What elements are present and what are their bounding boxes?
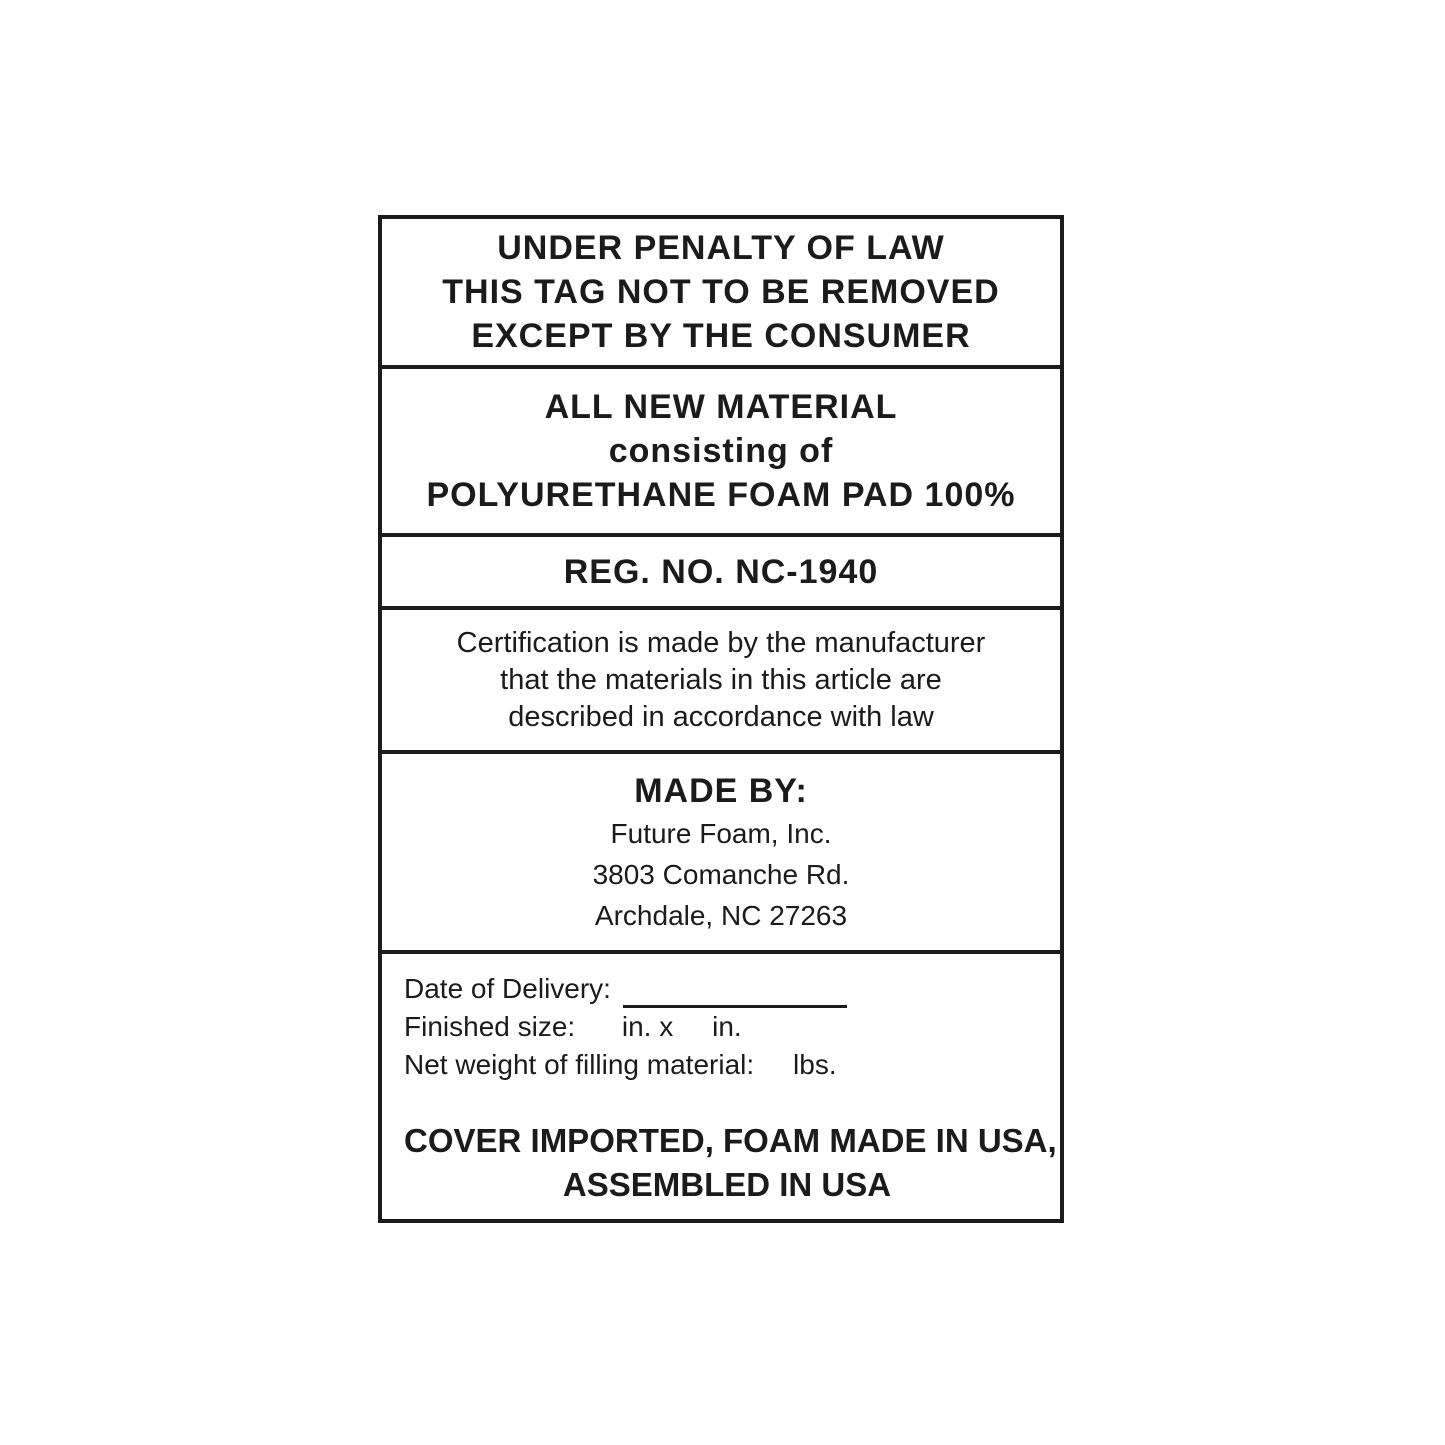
penalty-line-3: EXCEPT BY THE CONSUMER [471,317,971,355]
penalty-line-1: UNDER PENALTY OF LAW [497,229,945,267]
penalty-warning-section [382,219,1060,369]
manufacturer-street: 3803 Comanche Rd. [592,858,850,890]
law-label-tag [378,215,1064,1223]
origin-statement-line-1: COVER IMPORTED, FOAM MADE IN USA, [404,1122,1057,1159]
made-by-section [382,754,1060,954]
certification-line-1: Certification is made by the manufacturer [456,626,986,659]
finished-size-field: Finished size: in. x in. [404,1011,742,1042]
date-of-delivery-field [404,970,847,1008]
manufacturer-name: Future Foam, Inc. [610,817,832,849]
material-line-2: consisting of [608,432,834,470]
made-by-heading: MADE BY: [634,771,808,810]
certification-line-3: described in accordance with law [508,700,934,733]
certification-line-2: that the materials in this article are [500,663,942,696]
net-weight-field: Net weight of filling material: lbs. [404,1049,837,1080]
certification-section [382,610,1060,754]
origin-statement-line-2: ASSEMBLED IN USA [562,1166,892,1203]
penalty-line-2: THIS TAG NOT TO BE REMOVED [442,273,1000,311]
delivery-details-section [382,954,1060,1219]
material-contents-section [382,369,1060,537]
origin-statement-block [404,1119,1057,1207]
registration-number-section [382,537,1060,610]
date-blank-line [623,980,847,1008]
registration-number: REG. NO. NC-1940 [563,552,879,591]
date-of-delivery-label: Date of Delivery: [404,973,611,1004]
manufacturer-city-state-zip: Archdale, NC 27263 [594,899,848,931]
material-line-3: POLYURETHANE FOAM PAD 100% [426,476,1016,514]
material-line-1: ALL NEW MATERIAL [544,388,898,426]
